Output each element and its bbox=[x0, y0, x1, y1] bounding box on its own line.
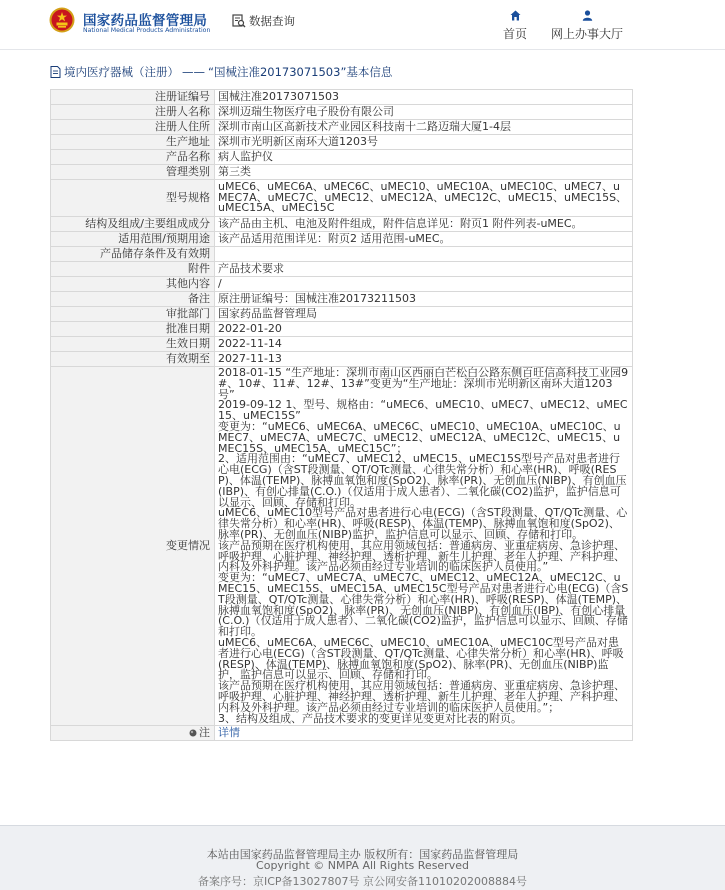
change-line: 3、结构及组成、产品技术要求的变更详见变更对比表的附页。 bbox=[218, 711, 522, 725]
row-label: 型号规格 bbox=[51, 180, 215, 217]
row-label: 适用范围/预期用途 bbox=[51, 232, 215, 247]
table-row bbox=[51, 232, 633, 247]
change-line: uMEC6、uMEC6A、uMEC6C、uMEC10、uMEC10A、uMEC10C型号产品对患者进行心电(ECG)（含ST段测量、QT/QTc测量、心律失常分析）和心率(HR)、呼吸(RESP)、体温(TEMP)、脉搏血氧饱和度(SpO2)、脉率(PR)、无创血压(NIBP)监护，监护信息可以显示、回顾、存储和打印。 bbox=[218, 635, 624, 682]
row-label: 结构及组成/主要组成成分 bbox=[51, 217, 215, 232]
row-value bbox=[215, 247, 633, 262]
bullet-dot-icon bbox=[189, 729, 197, 737]
national-emblem-icon bbox=[49, 7, 75, 33]
row-label: 产品名称 bbox=[51, 150, 215, 165]
row-value: uMEC6、uMEC6A、uMEC6C、uMEC10、uMEC10A、uMEC10C、uMEC7、uMEC7A、uMEC7C、uMEC12、uMEC12A、uMEC12C、uMEC15、uMEC15S、uMEC15A、uMEC15C bbox=[215, 180, 633, 217]
breadcrumb-title: “国械注准20173071503”基本信息 bbox=[208, 65, 393, 79]
data-query-link[interactable] bbox=[232, 12, 295, 30]
row-value: 产品技术要求 bbox=[215, 262, 633, 277]
data-query-icon bbox=[232, 14, 246, 28]
footer-copyright: Copyright © NMPA All Rights Reserved bbox=[256, 859, 469, 872]
row-value: 2027-11-13 bbox=[215, 352, 633, 367]
table-row bbox=[51, 120, 633, 135]
row-label: 有效期至 bbox=[51, 352, 215, 367]
table-row bbox=[51, 262, 633, 277]
breadcrumb-separator: —— bbox=[182, 65, 205, 79]
row-label: 变更情况 bbox=[51, 367, 215, 726]
row-label: 备注 bbox=[51, 292, 215, 307]
row-label: 其他内容 bbox=[51, 277, 215, 292]
table-row bbox=[51, 150, 633, 165]
nav-online-service[interactable] bbox=[548, 10, 626, 42]
row-label: 生效日期 bbox=[51, 337, 215, 352]
row-label: 附件 bbox=[51, 262, 215, 277]
table-row bbox=[51, 337, 633, 352]
note-value bbox=[215, 726, 633, 741]
table-row bbox=[51, 180, 633, 217]
table-row bbox=[51, 322, 633, 337]
table-row bbox=[51, 105, 633, 120]
site-header bbox=[0, 0, 725, 50]
row-value: / bbox=[215, 277, 633, 292]
site-footer bbox=[0, 825, 725, 890]
document-icon bbox=[50, 66, 61, 78]
footer-icp: 备案序号：京ICP备13027807号 京公网安备11010202008884号 bbox=[197, 875, 528, 888]
row-label: 生产地址 bbox=[51, 135, 215, 150]
row-label: 管理类别 bbox=[51, 165, 215, 180]
change-line: 该产品预期在医疗机构使用，其应用领域包括：普通病房、亚重症病房、急诊护理、呼吸护理、心脏护理、神经护理、透析护理、新生儿护理、老年人护理、产科护理、内科及外科护理。该产品必须由经过专业培训的临床医护人员使用。” bbox=[218, 538, 625, 574]
table-row bbox=[51, 217, 633, 232]
row-label: 批准日期 bbox=[51, 322, 215, 337]
user-icon bbox=[582, 10, 593, 21]
home-icon bbox=[510, 10, 521, 21]
table-row bbox=[51, 277, 633, 292]
row-label: 注册人名称 bbox=[51, 105, 215, 120]
nav-home[interactable] bbox=[501, 10, 529, 42]
table-row bbox=[51, 135, 633, 150]
row-label: 注册人住所 bbox=[51, 120, 215, 135]
header-divider bbox=[0, 49, 725, 50]
change-line: 2019-09-12 1、型号、规格由：“uMEC6、uMEC10、uMEC7、uMEC12、uMEC15、uMEC15S” bbox=[218, 398, 628, 423]
change-line: 变更为：“uMEC6、uMEC6A、uMEC6C、uMEC10、uMEC10A、uMEC10C、uMEC7、uMEC7A、uMEC7C、uMEC12、uMEC12A、uMEC12C、uMEC15、uMEC15S、uMEC15A、uMEC15C”； bbox=[218, 419, 621, 455]
row-value: 病人监护仪 bbox=[215, 150, 633, 165]
breadcrumb bbox=[50, 63, 633, 81]
details-link[interactable]: 详情 bbox=[218, 726, 240, 740]
row-value: 国家药品监督管理局 bbox=[215, 307, 633, 322]
row-label: 审批部门 bbox=[51, 307, 215, 322]
nav-home-label: 首页 bbox=[502, 27, 527, 41]
table-row bbox=[51, 292, 633, 307]
note-label-cell bbox=[51, 726, 215, 741]
row-value: 该产品由主机、电池及附件组成，附件信息详见：附页1 附件列表-uMEC。 bbox=[215, 217, 633, 232]
table-row bbox=[51, 352, 633, 367]
data-query-label: 数据查询 bbox=[249, 14, 295, 28]
site-logo-en: National Medical Products Administration bbox=[83, 27, 211, 34]
row-value: 该产品适用范围详见：附页2 适用范围-uMEC。 bbox=[215, 232, 633, 247]
table-row bbox=[51, 307, 633, 322]
change-line: 该产品预期在医疗机构使用，其应用领域包括：普通病房、亚重症病房、急诊护理、呼吸护理、心脏护理、神经护理、透析护理、新生儿护理、老年人护理、产科护理、内科及外科护理。该产品必须由经过专业培训的临床医护人员使用。”； bbox=[218, 679, 625, 714]
table-row bbox=[51, 247, 633, 262]
table-row-change bbox=[51, 367, 633, 726]
note-label: 注 bbox=[199, 726, 210, 740]
row-value: 深圳市光明新区南环大道1203号 bbox=[215, 135, 633, 150]
row-value: 2022-01-20 bbox=[215, 322, 633, 337]
registration-info-table bbox=[50, 89, 633, 741]
change-line: uMEC6、uMEC10型号产品对患者进行心电(ECG)（含ST段测量、QT/QTc测量、心律失常分析）和心率(HR)、呼吸(RESP)、体温(TEMP)、脉搏血氧饱和度(SpO2)、脉率(PR)、无创血压(NIBP)监护，监护信息可以显示、回顾、存储和打印。 bbox=[218, 506, 628, 541]
table-row-note bbox=[51, 726, 633, 741]
row-label: 产品储存条件及有效期 bbox=[51, 247, 215, 262]
table-row bbox=[51, 165, 633, 180]
row-value: 2022-11-14 bbox=[215, 337, 633, 352]
table-row bbox=[51, 90, 633, 105]
row-value: 原注册证编号：国械注准20173211503 bbox=[215, 292, 633, 307]
row-value: 国械注准20173071503 bbox=[215, 90, 633, 105]
change-line: 2018-01-15 “生产地址：深圳市南山区西丽白芒松白公路东侧百旺信高科技工业园9#、10#、11#、12#、13#”变更为“生产地址：深圳市光明新区南环大道1203号” bbox=[218, 366, 629, 401]
site-logo-cn[interactable]: 国家药品监督管理局 bbox=[83, 13, 208, 29]
row-label: 注册证编号 bbox=[51, 90, 215, 105]
breadcrumb-category[interactable]: 境内医疗器械（注册） bbox=[64, 65, 179, 79]
footer-sponsor: 本站由国家药品监督管理局主办 版权所有：国家药品监督管理局 bbox=[206, 848, 519, 861]
change-line: 2、适用范围由：“uMEC7、uMEC12、uMEC15、uMEC15S型号产品对患者进行心电(ECG)（含ST段测量、QT/QTc测量、心律失常分析）和心率(HR)、呼吸(RESP)、体温(TEMP)、脉搏血氧饱和度(SpO2)、脉率(PR)、无创血压(NIBP)、有创血压(IBP)、有创心排量(C.O.)（仅适用于成人患者）、二氧化碳(CO2)监护，监护信息可以显示、回顾、存储和打印。 bbox=[218, 452, 627, 509]
row-value: 第三类 bbox=[215, 165, 633, 180]
row-value: 深圳迈瑞生物医疗电子股份有限公司 bbox=[215, 105, 633, 120]
change-history-value bbox=[215, 367, 633, 726]
nav-online-service-label: 网上办事大厅 bbox=[550, 27, 623, 41]
row-value: 深圳市南山区高新技术产业园区科技南十二路迈瑞大厦1-4层 bbox=[215, 120, 633, 135]
change-line: 变更为：“uMEC7、uMEC7A、uMEC7C、uMEC12、uMEC12A、uMEC12C、uMEC15、uMEC15S、uMEC15A、uMEC15C型号产品对患者进行心电(ECG)（含ST段测量、QT/QTc测量、心律失常分析）和心率(HR)、呼吸(RESP)、体温(TEMP)、脉搏血氧饱和度(SpO2)、脉率(PR)、无创血压(NIBP)、有创血压(IBP)、有创心排量(C.O.)（仅适用于成人患者）、二氧化碳(CO2)监护，监护信息可以显示、回顾、存储和打印。 bbox=[218, 571, 629, 639]
